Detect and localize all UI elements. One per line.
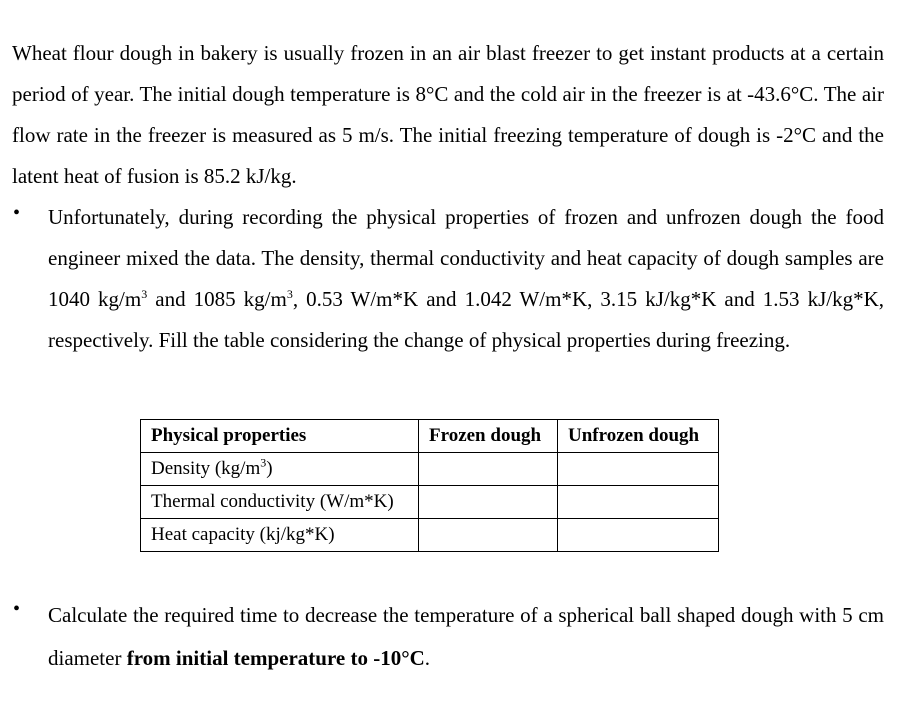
superscript: 3 — [260, 455, 267, 470]
superscript: 3 — [141, 287, 148, 301]
cell-frozen-density[interactable] — [419, 453, 558, 486]
row-label-text: Density (kg/m — [151, 458, 261, 479]
task-1-text-part1: Unfortunately, during recording the physical properties of frozen and unfrozen dough the food engineer mixed the data. The density, thermal conductivity and heat capacity of dough samples are 1040 kg/m — [48, 205, 884, 311]
header-physical-properties: Physical properties — [141, 420, 419, 453]
bullet-icon: • — [13, 598, 21, 620]
task-1-text-part2: and 1085 kg/m — [147, 287, 287, 311]
cell-unfrozen-thermal-conductivity[interactable] — [558, 486, 719, 519]
table-header-row — [141, 420, 719, 453]
bullet-icon: • — [13, 202, 21, 224]
header-frozen-dough: Frozen dough — [419, 420, 558, 453]
task-2-text — [48, 594, 884, 680]
table-row — [141, 453, 719, 486]
task-2-text-normal: Calculate the required time to decrease the temperature of a spherical ball shaped dough with 5 cm diameter — [48, 603, 884, 670]
task-2-text-end: . — [424, 646, 431, 670]
cell-unfrozen-heat-capacity[interactable] — [558, 519, 719, 552]
row-label-end: ) — [266, 458, 273, 479]
header-unfrozen-dough: Unfrozen dough — [558, 420, 719, 453]
task-1-text-part3: , 0.53 W/m*K and 1.042 W/m*K, 3.15 kJ/kg*K and 1.53 kJ/kg*K, respectively. Fill the table considering the change of physical properties during freezing. — [48, 287, 884, 352]
row-label-thermal-conductivity: Thermal conductivity (W/m*K) — [141, 486, 419, 519]
row-label-density — [141, 453, 419, 486]
cell-unfrozen-density[interactable] — [558, 453, 719, 486]
problem-intro-paragraph: Wheat flour dough in bakery is usually frozen in an air blast freezer to get instant products at a certain period of year. The initial dough temperature is 8°C and the cold air in the freezer is at -43.6°C. The air flow rate in the freezer is measured as 5 m/s. The initial freezing temperature of dough is -2°C and the latent heat of fusion is 85.2 kJ/kg. — [12, 41, 884, 188]
cell-frozen-thermal-conductivity[interactable] — [419, 486, 558, 519]
physical-properties-table — [140, 419, 719, 552]
task-1-text — [48, 197, 884, 361]
row-label-heat-capacity: Heat capacity (kj/kg*K) — [141, 519, 419, 552]
table-row — [141, 486, 719, 519]
cell-frozen-heat-capacity[interactable] — [419, 519, 558, 552]
superscript: 3 — [286, 287, 293, 301]
table-row — [141, 519, 719, 552]
task-2-text-bold: from initial temperature to -10°C — [126, 646, 425, 670]
